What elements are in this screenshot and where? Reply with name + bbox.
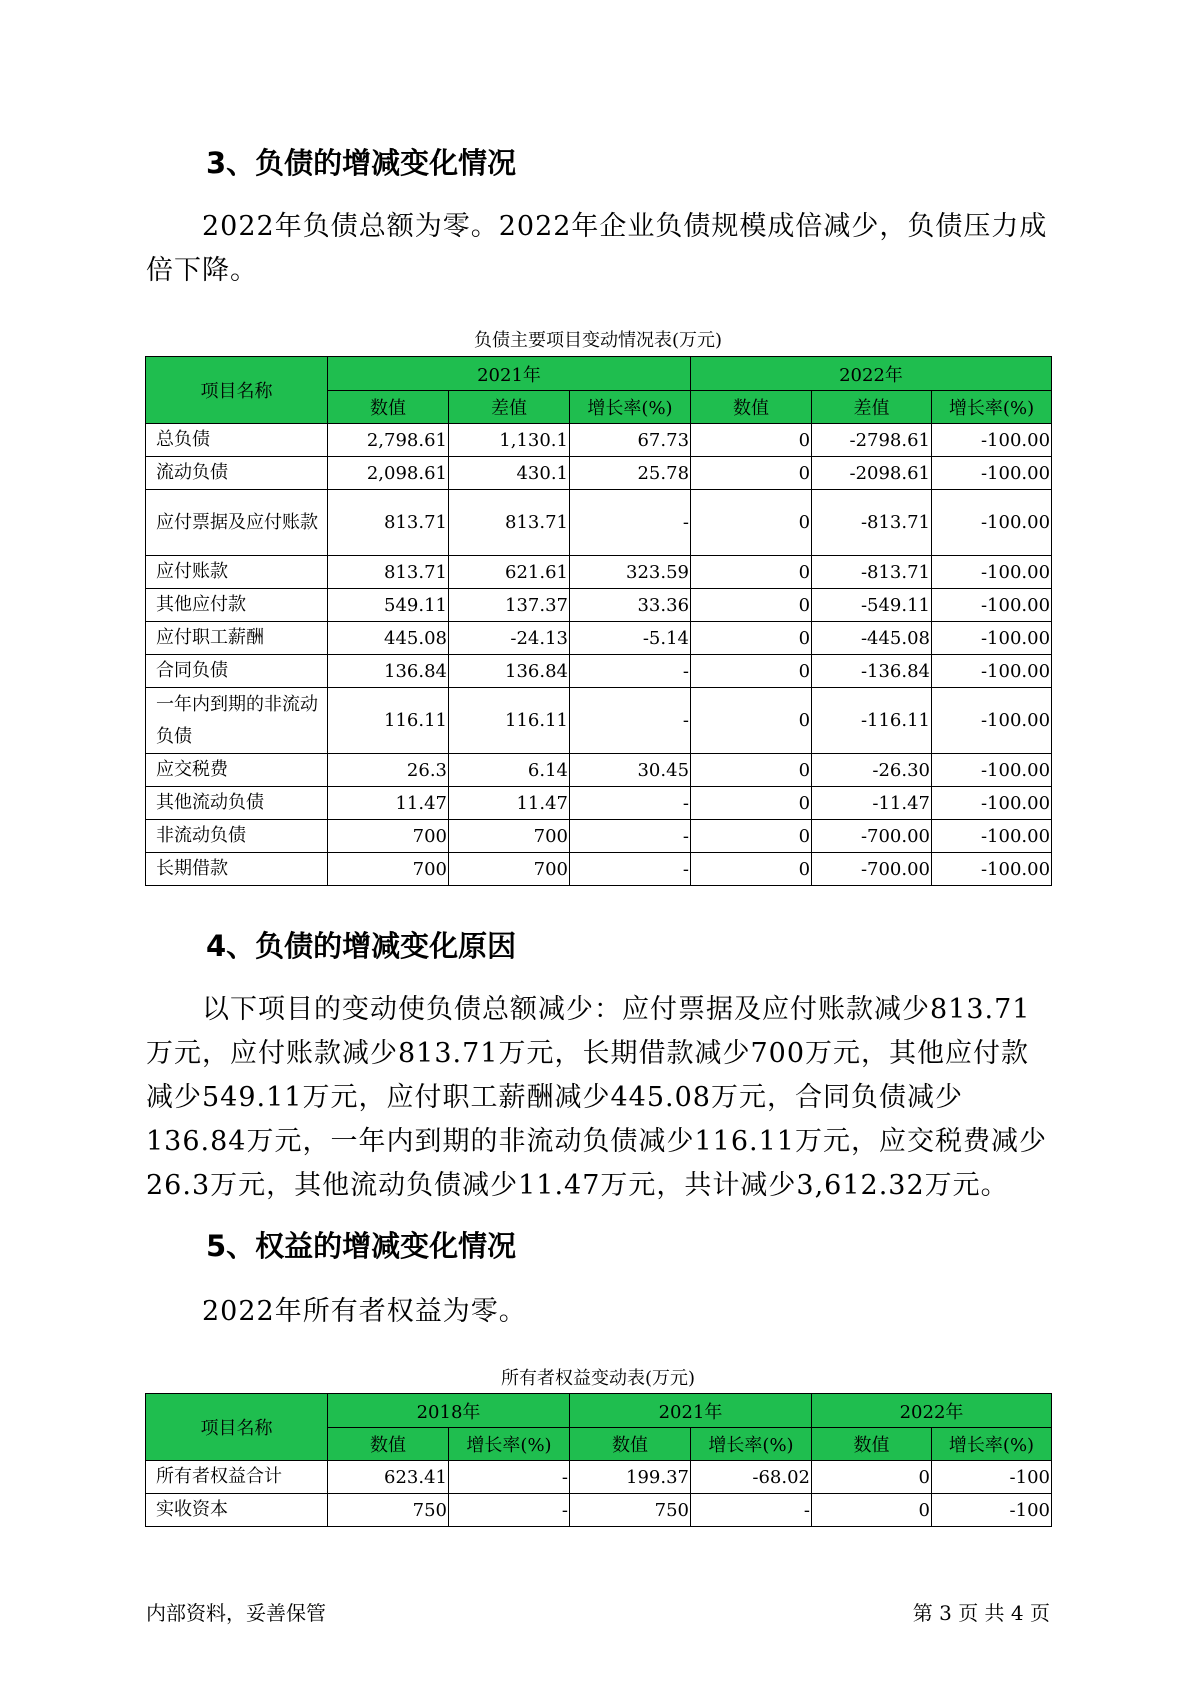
- row-label: 流动负债: [146, 457, 328, 490]
- cell-v21: 26.3: [328, 754, 449, 787]
- header-item-name: 项目名称: [146, 357, 328, 424]
- cell-r22: -100.00: [932, 622, 1052, 655]
- cell-d21: 11.47: [449, 787, 570, 820]
- cell-v21: 750: [570, 1494, 691, 1527]
- subheader-value-2022: 数值: [812, 1428, 932, 1461]
- cell-v22: 0: [691, 655, 812, 688]
- cell-r22: -100.00: [932, 820, 1052, 853]
- cell-r21: -: [570, 688, 691, 754]
- table-row: [146, 1461, 1052, 1494]
- liabilities-table: [145, 356, 1052, 886]
- table-row: [146, 853, 1052, 886]
- cell-v21: 813.71: [328, 490, 449, 556]
- row-label: 应付票据及应付账款: [146, 490, 328, 556]
- cell-v21: 136.84: [328, 655, 449, 688]
- cell-v21: 549.11: [328, 589, 449, 622]
- cell-d21: 137.37: [449, 589, 570, 622]
- cell-d21: 621.61: [449, 556, 570, 589]
- cell-r21: -68.02: [691, 1461, 812, 1494]
- cell-r21: 33.36: [570, 589, 691, 622]
- cell-r21: -: [570, 853, 691, 886]
- subheader-diff-2021: 差值: [449, 391, 570, 424]
- cell-d21: 430.1: [449, 457, 570, 490]
- cell-d21: 700: [449, 820, 570, 853]
- subheader-rate-2021: 增长率(%): [570, 391, 691, 424]
- table-row: [146, 589, 1052, 622]
- cell-d22: -116.11: [812, 688, 932, 754]
- subheader-rate-2021: 增长率(%): [691, 1428, 812, 1461]
- cell-v21: 11.47: [328, 787, 449, 820]
- section-3-heading: 3、负债的增减变化情况: [206, 146, 517, 180]
- row-label: 所有者权益合计: [146, 1461, 328, 1494]
- subheader-rate-2022: 增长率(%): [932, 1428, 1052, 1461]
- subheader-value-2022: 数值: [691, 391, 812, 424]
- header-year-2022: 2022年: [691, 357, 1052, 391]
- cell-d22: -11.47: [812, 787, 932, 820]
- table-row: [146, 1494, 1052, 1527]
- cell-r21: -5.14: [570, 622, 691, 655]
- cell-d22: -700.00: [812, 853, 932, 886]
- cell-r22: -100.00: [932, 424, 1052, 457]
- cell-r22: -100.00: [932, 589, 1052, 622]
- cell-d21: 136.84: [449, 655, 570, 688]
- cell-v22: 0: [691, 589, 812, 622]
- cell-v22: 0: [691, 787, 812, 820]
- cell-v22: 0: [691, 622, 812, 655]
- row-label: 其他应付款: [146, 589, 328, 622]
- cell-v21: 116.11: [328, 688, 449, 754]
- table-row: [146, 754, 1052, 787]
- table-row: [146, 688, 1052, 754]
- section-3-text: 2022年负债总额为零。2022年企业负债规模成倍减少，负债压力成倍下降。: [146, 211, 1048, 286]
- cell-v21: 813.71: [328, 556, 449, 589]
- footer-confidential: 内部资料，妥善保管: [146, 1601, 326, 1625]
- subheader-rate-2018: 增长率(%): [449, 1428, 570, 1461]
- section-5-heading: 5、权益的增减变化情况: [206, 1229, 517, 1263]
- cell-r22: -100.00: [932, 490, 1052, 556]
- cell-r21: -: [570, 655, 691, 688]
- row-label: 应付账款: [146, 556, 328, 589]
- cell-r22: -100: [932, 1494, 1052, 1527]
- cell-d22: -813.71: [812, 556, 932, 589]
- row-label: 合同负债: [146, 655, 328, 688]
- section-3-paragraph: [146, 205, 1048, 293]
- cell-r22: -100.00: [932, 655, 1052, 688]
- table-row: [146, 787, 1052, 820]
- header-year-2022: 2022年: [812, 1394, 1052, 1428]
- cell-d22: -813.71: [812, 490, 932, 556]
- cell-v22: 0: [812, 1461, 932, 1494]
- cell-r22: -100.00: [932, 688, 1052, 754]
- subheader-value-2018: 数值: [328, 1428, 449, 1461]
- cell-r18: -: [449, 1461, 570, 1494]
- header-year-2018: 2018年: [328, 1394, 570, 1428]
- table-row: [146, 655, 1052, 688]
- row-label: 一年内到期的非流动负债: [146, 688, 328, 754]
- table-1-caption: 负债主要项目变动情况表(万元): [473, 330, 723, 351]
- cell-v22: 0: [691, 688, 812, 754]
- table-2-caption: 所有者权益变动表(万元): [500, 1368, 696, 1389]
- cell-r21: -: [570, 820, 691, 853]
- cell-r21: 30.45: [570, 754, 691, 787]
- cell-v22: 0: [691, 424, 812, 457]
- cell-d22: -549.11: [812, 589, 932, 622]
- cell-v21: 199.37: [570, 1461, 691, 1494]
- row-label: 总负债: [146, 424, 328, 457]
- table-row: [146, 424, 1052, 457]
- section-4-text: 以下项目的变动使负债总额减少：应付票据及应付账款减少813.71万元，应付账款减少813.71万元，长期借款减少700万元，其他应付款减少549.11万元，应付职工薪酬减少445.08万元，合同负债减少136.84万元，一年内到期的非流动负债减少116.11万元，应交税费减少26.3万元，其他流动负债减少11.47万元，共计减少3,612.32万元。: [146, 994, 1047, 1201]
- cell-d22: -26.30: [812, 754, 932, 787]
- table-row: [146, 490, 1052, 556]
- cell-d22: -2098.61: [812, 457, 932, 490]
- cell-r22: -100.00: [932, 457, 1052, 490]
- cell-v22: 0: [691, 556, 812, 589]
- cell-d21: 700: [449, 853, 570, 886]
- cell-d22: -136.84: [812, 655, 932, 688]
- cell-d21: 813.71: [449, 490, 570, 556]
- section-5-text: 2022年所有者权益为零。: [202, 1296, 527, 1327]
- subheader-value-2021: 数值: [570, 1428, 691, 1461]
- header-item-name: 项目名称: [146, 1394, 328, 1461]
- cell-v22: 0: [691, 457, 812, 490]
- cell-v18: 750: [328, 1494, 449, 1527]
- cell-v21: 2,098.61: [328, 457, 449, 490]
- section-4-heading: 4、负债的增减变化原因: [206, 929, 517, 963]
- equity-table: [145, 1393, 1052, 1527]
- cell-d22: -700.00: [812, 820, 932, 853]
- cell-r21: 323.59: [570, 556, 691, 589]
- cell-v22: 0: [691, 754, 812, 787]
- cell-v18: 623.41: [328, 1461, 449, 1494]
- cell-r22: -100.00: [932, 787, 1052, 820]
- cell-d21: -24.13: [449, 622, 570, 655]
- table-row: [146, 820, 1052, 853]
- section-4-paragraph: [146, 988, 1048, 1208]
- cell-r22: -100.00: [932, 556, 1052, 589]
- subheader-value-2021: 数值: [328, 391, 449, 424]
- subheader-diff-2022: 差值: [812, 391, 932, 424]
- table-row: [146, 556, 1052, 589]
- row-label: 应交税费: [146, 754, 328, 787]
- row-label: 非流动负债: [146, 820, 328, 853]
- cell-v21: 700: [328, 820, 449, 853]
- cell-r21: -: [570, 490, 691, 556]
- header-year-2021: 2021年: [328, 357, 691, 391]
- cell-r22: -100: [932, 1461, 1052, 1494]
- cell-r18: -: [449, 1494, 570, 1527]
- cell-r22: -100.00: [932, 754, 1052, 787]
- cell-v22: 0: [812, 1494, 932, 1527]
- row-label: 长期借款: [146, 853, 328, 886]
- cell-v22: 0: [691, 853, 812, 886]
- row-label: 其他流动负债: [146, 787, 328, 820]
- cell-d21: 116.11: [449, 688, 570, 754]
- cell-v21: 445.08: [328, 622, 449, 655]
- row-label: 应付职工薪酬: [146, 622, 328, 655]
- cell-d21: 6.14: [449, 754, 570, 787]
- cell-d22: -445.08: [812, 622, 932, 655]
- cell-r21: 25.78: [570, 457, 691, 490]
- cell-r21: 67.73: [570, 424, 691, 457]
- cell-r21: -: [691, 1494, 812, 1527]
- row-label: 实收资本: [146, 1494, 328, 1527]
- table-row: [146, 622, 1052, 655]
- footer-page-number: 第 3 页 共 4 页: [912, 1601, 1050, 1625]
- cell-d21: 1,130.1: [449, 424, 570, 457]
- cell-v22: 0: [691, 820, 812, 853]
- cell-d22: -2798.61: [812, 424, 932, 457]
- table-row: [146, 457, 1052, 490]
- cell-v21: 2,798.61: [328, 424, 449, 457]
- section-5-paragraph: [146, 1290, 1048, 1334]
- cell-r21: -: [570, 787, 691, 820]
- cell-v21: 700: [328, 853, 449, 886]
- cell-r22: -100.00: [932, 853, 1052, 886]
- cell-v22: 0: [691, 490, 812, 556]
- header-year-2021: 2021年: [570, 1394, 812, 1428]
- subheader-rate-2022: 增长率(%): [932, 391, 1052, 424]
